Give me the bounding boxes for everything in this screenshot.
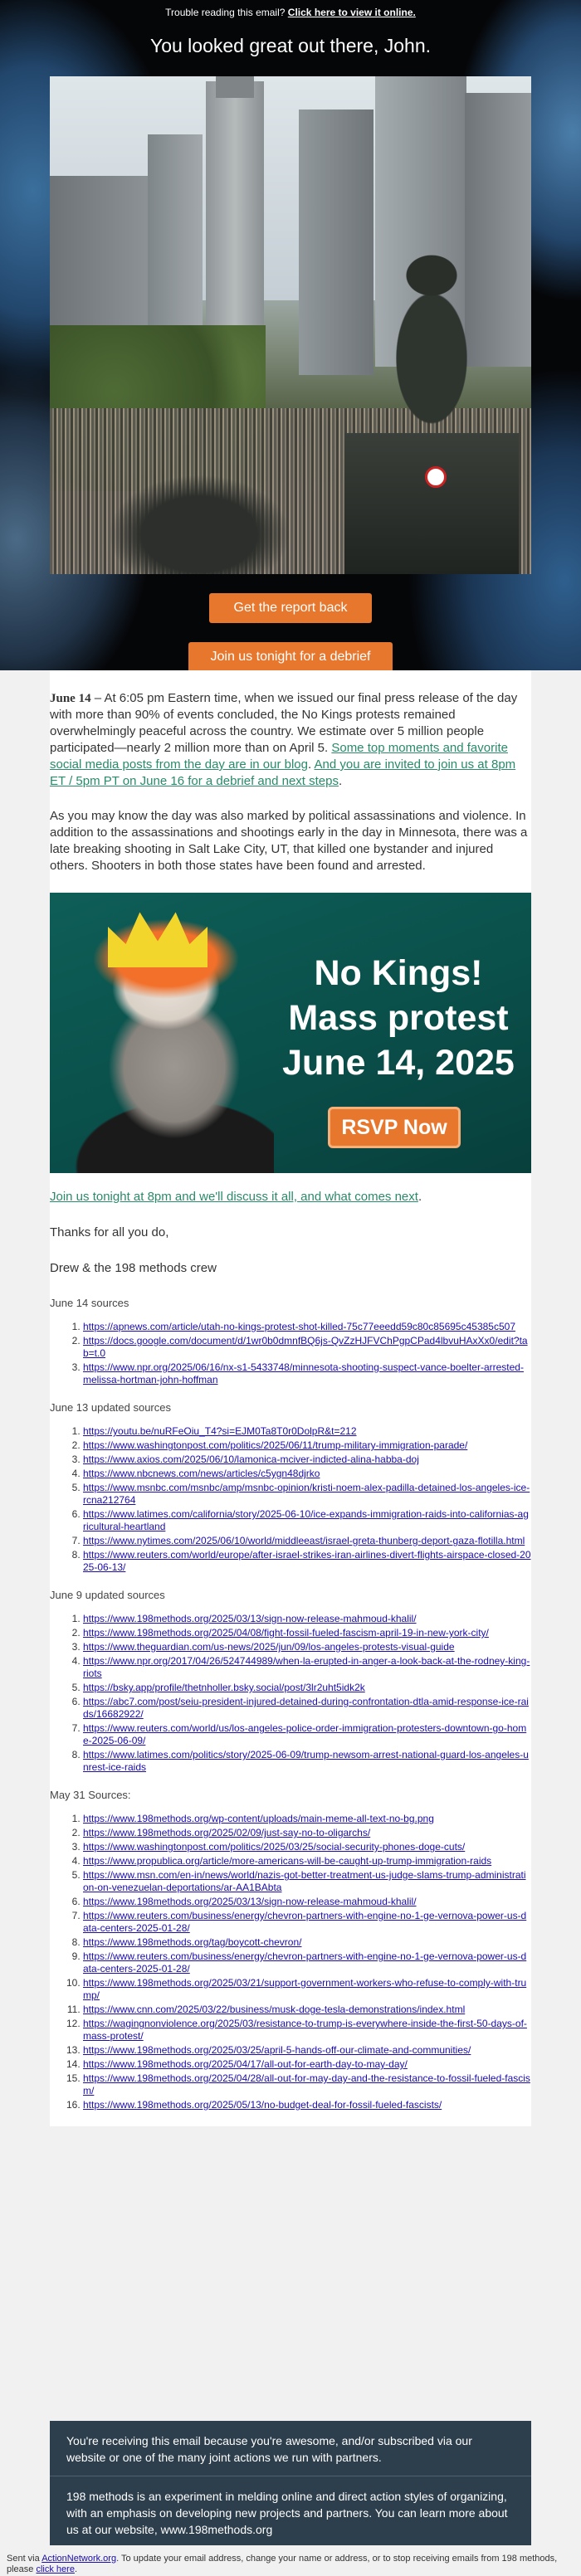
list-item [83, 1950, 531, 1975]
source-link[interactable]: https://youtu.be/nuRFeOiu_T4?si=EJM0Ta8T0r0DolpR&t=212 [83, 1425, 357, 1437]
source-link[interactable]: https://bsky.app/profile/thetnholler.bsky.social/post/3lr2uht5idk2k [83, 1682, 365, 1693]
source-link[interactable]: https://wagingnonviolence.org/2025/03/resistance-to-trump-is-everywhere-inside-the-first-50-days-of-mass-protest/ [83, 2018, 527, 2042]
list-item [83, 2004, 531, 2016]
list-item [83, 1454, 531, 1466]
list-item [83, 1841, 531, 1853]
unsubscribe-line: Sent via ActionNetwork.org. To update your email address, change your name or address, or to stop receiving emails from 198 methods, please click here. [7, 2554, 558, 2574]
list-item [83, 1508, 531, 1533]
intro-paragraph: June 14 – At 6:05 pm Eastern time, when we issued our final press release of the day with more than 90% of events concluded, the No Kings protests remained overwhelmingly peaceful across the country. We estimate over 5 million people participated—nearly 2 million more than on April 5. Some top moments and favorite social media posts from the day are in our blog. And you are invited to join us at 8pm ET / 5pm PT on June 16 for a debrief and next steps. [50, 691, 518, 788]
sources-heading: June 14 sources [50, 1297, 129, 1309]
list-item [83, 2099, 531, 2111]
list-item [83, 1855, 531, 1867]
protest-photo [50, 76, 531, 574]
source-link[interactable]: https://www.theguardian.com/us-news/2025/jun/09/los-angeles-protests-visual-guide [83, 1641, 455, 1653]
sources-section [50, 1297, 531, 2111]
email-body [50, 670, 531, 2126]
list-item [83, 1813, 531, 1825]
list-item [83, 2072, 531, 2097]
intro-text: – At 6:05 pm Eastern time, when we issued our final press release of the day with more than 90% of events concluded, the No Kings protests remained overwhelmingly peaceful across the country. We estimate over 5 million people participated—nearly 2 million more than on April 5. [50, 691, 518, 755]
no-parking-sign-icon [425, 466, 447, 488]
sources-list [50, 1321, 531, 1386]
source-link[interactable]: https://www.washingtonpost.com/politics/2025/03/25/social-security-phones-doge-cuts/ [83, 1841, 466, 1853]
list-item [83, 1627, 531, 1639]
source-link[interactable]: https://abc7.com/post/seiu-president-injured-detained-during-confrontation-dtla-amid-response-ice-raids/16682922/ [83, 1696, 529, 1720]
unsubscribe-link[interactable]: click here [36, 2564, 75, 2574]
source-link[interactable]: https://www.198methods.org/2025/05/13/no-budget-deal-for-fossil-fueled-fascists/ [83, 2099, 442, 2111]
trouble-reading-line [0, 7, 581, 18]
list-item [83, 1936, 531, 1949]
list-item [83, 1749, 531, 1774]
footer [50, 2421, 531, 2545]
sources-heading: June 13 updated sources [50, 1401, 171, 1414]
list-item [83, 1827, 531, 1839]
list-item [83, 1425, 531, 1438]
promo-title: No Kings! Mass protest June 14, 2025 [282, 953, 515, 1083]
hero-headline: You looked great out there, John. [149, 35, 431, 56]
list-item [83, 1613, 531, 1625]
source-link[interactable]: https://www.latimes.com/california/story/2025-06-10/ice-expands-immigration-raids-into-californias-agricultural-heartland [83, 1508, 529, 1532]
list-item [83, 1361, 531, 1386]
actionnetwork-link[interactable]: ActionNetwork.org [42, 2554, 117, 2564]
source-link[interactable]: https://www.198methods.org/wp-content/uploads/main-meme-all-text-no-bg.png [83, 1813, 434, 1824]
list-item [83, 1535, 531, 1547]
source-link[interactable]: https://www.latimes.com/politics/story/2025-06-09/trump-newsom-arrest-national-guard-los-angeles-unrest-ice-raids [83, 1749, 529, 1773]
thanks-line: Thanks for all you do, [50, 1225, 169, 1239]
trouble-text: Trouble reading this email? [165, 7, 286, 18]
sources-list [50, 1425, 531, 1574]
violence-paragraph: As you may know the day was also marked by political assassinations and violence. In addition to the assassinations and shootings early in the day in Minnesota, there was a late breaking shooting in Salt Lake City, UT, that killed one bystander and injured others. Shooters in both those states have been found and arrested. [50, 809, 528, 873]
source-link[interactable]: https://www.nytimes.com/2025/06/10/world/middleeast/israel-greta-thunberg-deport-gaza-flotilla.html [83, 1535, 525, 1546]
list-item [83, 1335, 531, 1360]
source-link[interactable]: https://www.msn.com/en-in/news/world/nazis-got-better-treatment-us-judge-slams-trump-administration-on-venezuelan-deportations/ar-AA1BAbta [83, 1869, 526, 1893]
join-debrief-button[interactable]: Join us tonight for a debrief [188, 642, 393, 670]
source-link[interactable]: https://www.reuters.com/world/europe/after-israel-strikes-iran-airlines-divert-flights-airspace-closed-2025-06-13/ [83, 1549, 531, 1573]
list-item [83, 1977, 531, 2002]
source-link[interactable]: https://www.npr.org/2017/04/26/524744989/when-la-erupted-in-anger-a-look-back-at-the-rodney-king-riots [83, 1655, 530, 1679]
join-line: Join us tonight at 8pm and we'll discuss it all, and what comes next. [50, 1190, 422, 1204]
source-link[interactable]: https://www.198methods.org/2025/03/21/support-government-workers-who-refuse-to-comply-with-trump/ [83, 1977, 527, 2001]
list-item [83, 1321, 531, 1333]
hero-banner [0, 0, 581, 670]
source-link[interactable]: https://www.198methods.org/2025/03/25/april-5-hands-off-our-climate-and-communities/ [83, 2044, 471, 2056]
source-link[interactable]: https://www.198methods.org/2025/04/08/fight-fossil-fueled-fascism-april-19-in-new-york-city/ [83, 1627, 489, 1639]
list-item [83, 1722, 531, 1747]
view-online-link[interactable]: Click here to view it online. [287, 7, 416, 18]
get-report-button[interactable]: Get the report back [209, 593, 372, 623]
list-item [83, 1468, 531, 1480]
debrief-invite-link[interactable]: And you are invited to join us at 8pm ET / 5pm PT on June 16 for a debrief and next steps [50, 757, 516, 788]
list-item [83, 1910, 531, 1935]
source-link[interactable]: https://www.msnbc.com/msnbc/amp/msnbc-opinion/kristi-noem-alex-padilla-detained-los-angeles-ice-rcna212764 [83, 1482, 530, 1506]
footer-about: 198 methods is an experiment in melding online and direct action styles of organizing, with an emphasis on developing new projects and partners. You can learn more about us at our website, www.198methods.org [66, 2490, 508, 2536]
list-item [83, 1439, 531, 1452]
source-link[interactable]: https://www.washingtonpost.com/politics/2025/06/11/trump-military-immigration-parade/ [83, 1439, 468, 1451]
join-tonight-link[interactable]: Join us tonight at 8pm and we'll discuss it all, and what comes next [50, 1190, 418, 1204]
list-item [83, 1696, 531, 1721]
source-link[interactable]: https://docs.google.com/document/d/1wr0b0dmnfBQ6js-QvZzHJFVChPgpCPad4lbvuHAxXx0/edit?tab=t.0 [83, 1335, 528, 1359]
source-link[interactable]: https://www.nbcnews.com/news/articles/c5ygn48djrko [83, 1468, 320, 1479]
list-item [83, 2058, 531, 2071]
source-link[interactable]: https://www.198methods.org/2025/03/13/sign-now-release-mahmoud-khalil/ [83, 1896, 417, 1907]
source-link[interactable]: https://www.axios.com/2025/06/10/lamonica-mciver-indicted-alina-habba-doj [83, 1454, 419, 1465]
list-item [83, 1655, 531, 1680]
list-item [83, 2044, 531, 2057]
source-link[interactable]: https://www.npr.org/2025/06/16/nx-s1-5433748/minnesota-shooting-suspect-vance-boelter-arrested-melissa-hortman-john-hoffman [83, 1361, 524, 1385]
intro-date: June 14 [50, 692, 91, 705]
no-kings-promo-image[interactable] [50, 893, 531, 1173]
sources-heading: June 9 updated sources [50, 1589, 165, 1601]
signature: Drew & the 198 methods crew [50, 1261, 217, 1275]
list-item [83, 1549, 531, 1574]
source-link[interactable]: https://www.198methods.org/2025/03/13/sign-now-release-mahmoud-khalil/ [83, 1613, 417, 1624]
rsvp-button[interactable]: RSVP Now [328, 1107, 461, 1148]
source-link[interactable]: https://www.198methods.org/2025/02/09/just-say-no-to-oligarchs/ [83, 1827, 371, 1838]
sources-list [50, 1813, 531, 2111]
sources-list [50, 1613, 531, 1774]
source-link[interactable]: https://www.propublica.org/article/more-americans-will-be-caught-up-trump-immigration-raids [83, 1855, 492, 1867]
source-link[interactable]: https://www.198methods.org/2025/04/17/all-out-for-earth-day-to-may-day/ [83, 2058, 408, 2070]
list-item [83, 1682, 531, 1694]
list-item [83, 2018, 531, 2043]
source-link[interactable]: https://apnews.com/article/utah-no-kings-protest-shot-killed-75c77eeedd59c80c85695c45385c507 [83, 1321, 515, 1332]
source-link[interactable]: https://www.cnn.com/2025/03/22/business/musk-doge-tesla-demonstrations/index.html [83, 2004, 466, 2015]
source-link[interactable]: https://www.198methods.org/2025/04/28/all-out-for-may-day-and-the-resistance-to-fossil-fueled-fascism/ [83, 2072, 530, 2096]
footer-subscription-note: You're receiving this email because you're awesome, and/or subscribed via our website or one of the many joint actions we run with partners. [66, 2434, 472, 2464]
source-link[interactable]: https://www.reuters.com/business/energy/chevron-partners-with-engine-no-1-ge-vernova-power-us-data-centers-2025-01-28/ [83, 1910, 527, 1934]
list-item [83, 1896, 531, 1908]
list-item [83, 1869, 531, 1894]
source-link[interactable]: https://www.198methods.org/tag/boycott-chevron/ [83, 1936, 302, 1948]
blog-link[interactable]: Some top moments and favorite social media posts from the day are in our blog [50, 741, 508, 772]
list-item [83, 1641, 531, 1653]
list-item [83, 1482, 531, 1507]
sources-heading: May 31 Sources: [50, 1789, 131, 1801]
source-link[interactable]: https://www.reuters.com/business/energy/chevron-partners-with-engine-no-1-ge-vernova-power-us-data-centers-2025-01-28/ [83, 1950, 527, 1975]
source-link[interactable]: https://www.reuters.com/world/us/los-angeles-police-order-immigration-protesters-downtown-go-home-2025-06-09/ [83, 1722, 527, 1746]
